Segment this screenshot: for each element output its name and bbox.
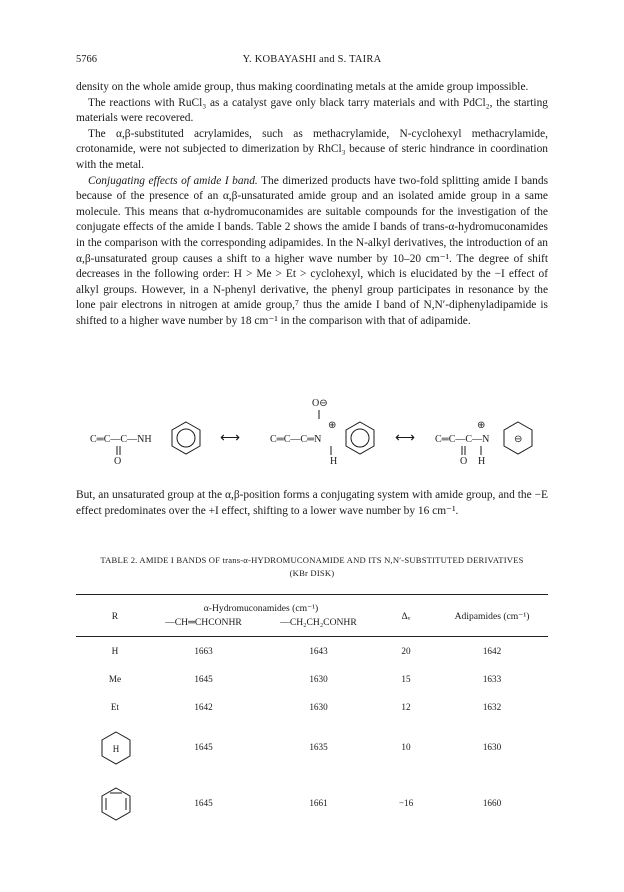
cell-r-2: Me: [108, 674, 122, 684]
cell-b-3: 1630: [309, 702, 328, 712]
cell-d-3: 12: [401, 702, 411, 712]
paragraph-2: The reactions with RuCl₃ as a catalyst gave only black tarry materials and with PdCl₂, the starting materials were recovered.: [76, 96, 548, 125]
table-caption-line-2: (KBr DISK): [289, 568, 335, 578]
cell-e-2: 1633: [482, 674, 502, 684]
header-adipamides: Adipamides (cm⁻¹): [454, 611, 530, 622]
cell-r-1: H: [111, 646, 119, 656]
cell-a-3: 1642: [194, 702, 213, 712]
scheme-s3-charge: ⊕: [477, 420, 486, 431]
cell-d-5: −16: [398, 798, 414, 808]
body-text: [76, 80, 548, 330]
header-sub-unsaturated: —CH═CHCONHR: [165, 617, 242, 628]
cell-a-4: 1645: [194, 742, 213, 752]
scheme-structure-2: C═C—C═N: [270, 434, 322, 445]
cell-b-2: 1630: [309, 674, 328, 684]
cell-e-3: 1632: [482, 702, 502, 712]
cell-e-5: 1660: [482, 798, 502, 808]
cell-d-1: 20: [401, 646, 411, 656]
cell-b-1: 1643: [309, 646, 328, 656]
header-r: R: [111, 611, 119, 622]
cell-e-1: 1642: [482, 646, 502, 656]
header-delta: Δᵥ: [401, 611, 411, 622]
benzene-ring-1: [172, 422, 200, 454]
page-header: [0, 54, 624, 70]
scheme-ring-minus: ⊖: [514, 434, 523, 445]
cell-d-4: 10: [401, 742, 411, 752]
scheme-s2-charge: ⊕: [328, 420, 337, 431]
table-caption-line-1: TABLE 2. AMIDE I BANDS OF trans-α-HYDROMUCONAMIDE AND ITS N,N′-SUBSTITUTED DERIVATIVES: [100, 555, 524, 565]
running-head: Y. KOBAYASHI and S. TAIRA: [242, 54, 382, 65]
scheme-s3-hydrogen: H: [478, 456, 486, 467]
paragraph-4: [76, 174, 548, 330]
paragraph-3: The α,β-substituted acrylamides, such as methacrylamide, N-cyclohexyl methacrylamide, crotonamide, were not subjected to dimerization by RhCl₃ because of steric hindrance in coordination with the metal.: [76, 127, 548, 171]
paragraph-5: But, an unsaturated group at the α,β-position forms a conjugating system with amide group, and the −E effect predominates over the +I effect, shifting to a lower wave number by 16 cm⁻¹.: [76, 489, 548, 517]
scheme-s2-hydrogen: H: [330, 456, 338, 467]
resonance-scheme: [90, 392, 550, 472]
cell-e-4: 1630: [482, 742, 502, 752]
resonance-arrow-1: ⟷: [220, 431, 241, 446]
after-scheme-text: [76, 488, 548, 519]
cell-r-4: H: [112, 744, 120, 754]
resonance-arrow-2: ⟷: [395, 431, 416, 446]
cell-d-2: 15: [401, 674, 411, 684]
paragraph-1: density on the whole amide group, thus making coordinating metals at the amide group impossible.: [76, 81, 529, 93]
cell-a-1: 1663: [194, 646, 213, 656]
cell-a-2: 1645: [194, 674, 213, 684]
benzene-ring-2: [346, 422, 374, 454]
cell-a-5: 1645: [194, 798, 213, 808]
page-number: 5766: [76, 54, 97, 65]
scheme-s2-oxide: O⊖: [312, 398, 328, 409]
scheme-s3-oxygen: O: [460, 456, 468, 467]
cell-b-4: 1635: [309, 742, 328, 752]
conjugating-text: The dimerized products have two-fold splitting amide I bands because of the presence of an α,β-unsaturated amide group and an isolated amide group in a same molecule. This means that α-hydromuconamides are suitable compounds for the investigation of the conjugate effects of the amide I bands. Table 2 shows the amide I bands of trans-α-hydromuconamides in the comparison with the corresponding adipamides. In the N-alkyl derivatives, the introduction of an α,β-unsaturated group causes a shift to a higher wave number by 10–20 cm⁻¹. The degree of shift decreases in the following order: H > Me > Et > cyclohexyl, which is elucidated by the −I effect of alkyl groups. However, in a N-phenyl derivative, the phenyl group participates in resonance by the lone pair electrons in nitrogen at amide group,⁷ thus the amide I band of N,N′-diphenyladipamide is shifted to a higher wave number by 18 cm⁻¹ in the comparison with that of adipamide.: [76, 174, 548, 327]
table-caption: [76, 554, 548, 580]
conjugating-heading: Conjugating effects of amide I band.: [88, 174, 258, 187]
scheme-structure-3: C═C—C—N: [435, 434, 490, 445]
phenyl-ring-icon: [100, 786, 132, 822]
header-hydromuconamides: α-Hydromuconamides (cm⁻¹): [203, 603, 319, 614]
header-sub-saturated: —CH₂CH₂CONHR: [280, 617, 357, 628]
cell-b-5: 1661: [309, 798, 328, 808]
scheme-s1-oxygen: O: [114, 456, 122, 467]
cell-r-3: Et: [110, 702, 120, 712]
cyclohexyl-ring-icon: [100, 730, 132, 766]
scheme-structure-1: C═C—C—NH: [90, 434, 152, 445]
